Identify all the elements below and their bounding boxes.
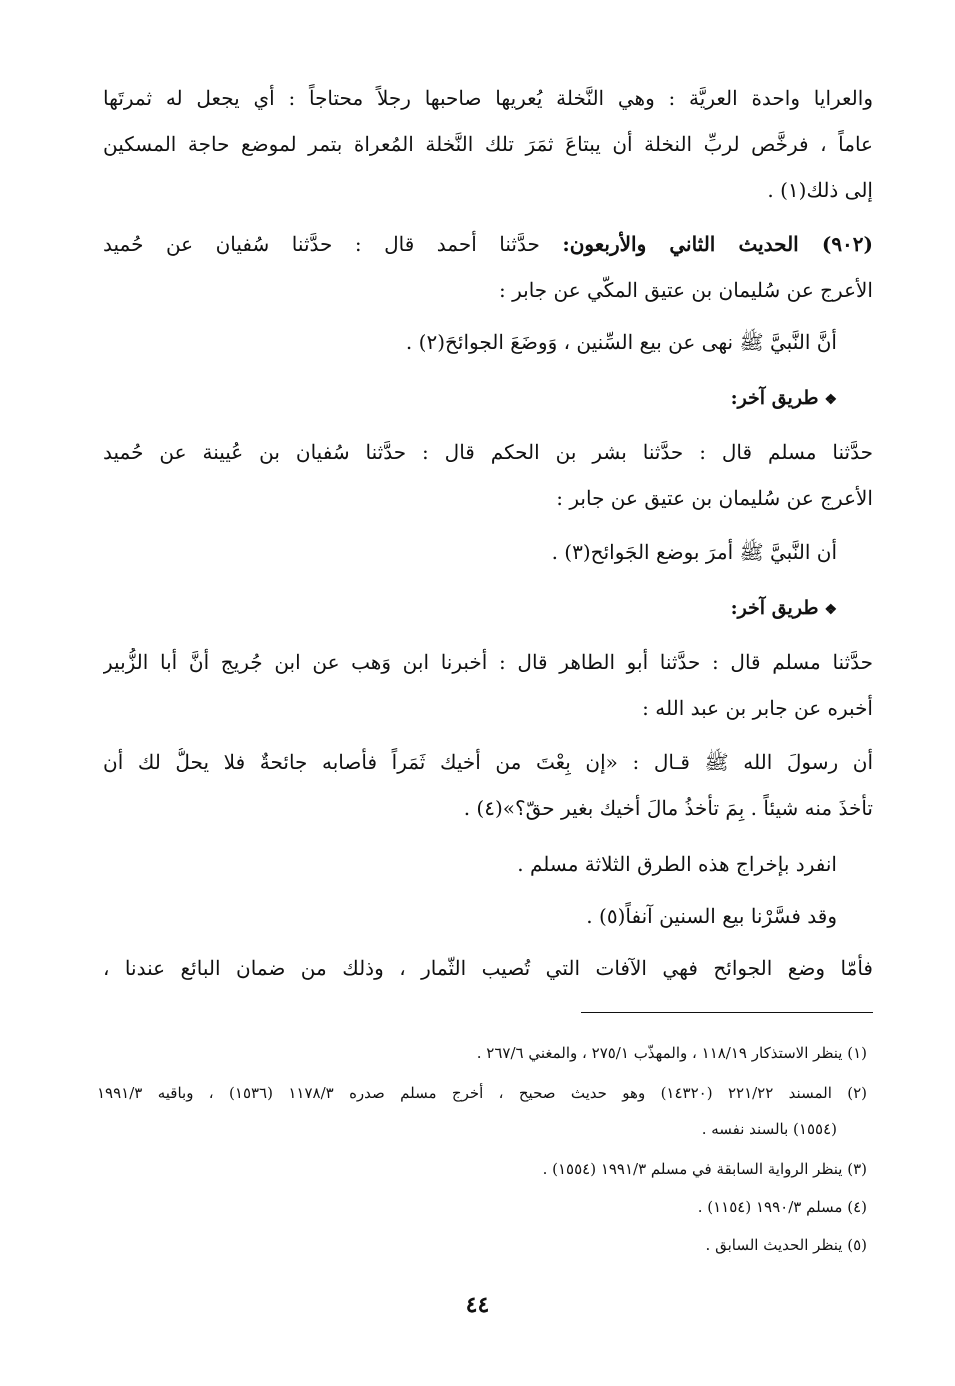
hadith-text-line: أن النَّبيَّ ﷺ أمرَ بوضع الجَوائح(٣) . <box>551 540 837 564</box>
footnote: (٢) المسند ٢٢١/٢٢ (١٤٣٢٠) وهو حديث صحيح ، أخرج مسلم صدره ١١٧٨/٣ (١٥٣٦) ، وباقيه ١٩٩١/٣ <box>97 1084 867 1102</box>
text-line: عاماً ، فرخَّص لربِّ النخلة أن يبتاعَ ثمَرَ تلك النَّخلة المُعراة بتمر لموضع حاجة المسكين <box>103 132 873 156</box>
hadith-heading-line <box>103 230 873 258</box>
diamond-icon: ❖ <box>824 392 837 408</box>
text-line: وقد فسَّرْنا بيع السنين آنفاً(٥) . <box>586 904 837 928</box>
text-line: والعرايا واحدة العريَّة : وهي النَّخلة يُعريها صاحبها رجلاً محتاجاً : أي يجعل له ثمرتَها <box>103 86 873 110</box>
hadith-text-line: أن رسولَ الله ﷺ قـال : «إن بِعْتَ من أخيك ثَمَراً فأصابه جائحةٌ فلا يحلُّ لك أن <box>103 750 873 774</box>
route-heading <box>103 384 837 414</box>
hadith-number-heading: (٩٠٢) الحديث الثاني والأربعون: <box>562 232 873 256</box>
text-line: الأعرج عن سُليمان بن عتيق عن جابر : <box>556 486 873 510</box>
hadith-chain: حدَّثنا أحمد قال : حدَّثنا سُفيان عن حُميد <box>103 232 563 256</box>
hadith-text-line: تأخذَ منه شيئاً . بِمَ تأخذُ مالَ أخيك بغير حقّ؟»(٤) . <box>463 796 873 820</box>
footnote-separator <box>581 1012 873 1013</box>
diamond-icon: ❖ <box>824 602 837 618</box>
route-heading <box>103 594 837 624</box>
footnote: (٤) مسلم ١٩٩٠/٣ (١١٥٤) . <box>697 1198 867 1216</box>
page-number: ٤٤ <box>465 1292 490 1318</box>
text-line: الأعرج عن سُليمان بن عتيق المكّي عن جابر : <box>499 278 873 302</box>
footnote: (٣) ينظر الرواية السابقة في مسلم ١٩٩١/٣ (١٥٥٤) . <box>542 1160 867 1178</box>
text-line: حدَّثنا مسلم قال : حدَّثنا بشر بن الحكم قال : حدَّثنا سُفيان بن عُيينة عن حُميد <box>103 440 873 464</box>
text-line: إلى ذلك(١) . <box>767 178 873 202</box>
footnote: (١٥٥٤) بالسند نفسه . <box>701 1120 837 1138</box>
text-line: حدَّثنا مسلم قال : حدَّثنا أبو الطاهر قال : أخبرنا ابن وَهب عن ابن جُريج أنَّ أبا الزُّبير <box>103 650 873 674</box>
text-line: انفرد بإخراج هذه الطرق الثلاثة مسلم . <box>517 852 837 876</box>
route-heading-label: طريق آخر: <box>730 597 819 619</box>
text-line: أخبره عن جابر بن عبد الله : <box>642 696 873 720</box>
footnote: (١) ينظر الاستذكار ١١٨/١٩ ، والمهذّب ٢٧٥/١ ، والمغني ٢٦٧/٦ . <box>476 1044 867 1062</box>
footnote: (٥) ينظر الحديث السابق . <box>705 1236 867 1254</box>
hadith-text-line: أنَّ النَّبيَّ ﷺ نهى عن بيع السِّنين ، وَوضَعَ الجوائحَ(٢) . <box>405 330 837 354</box>
text-line: فأمّا وضع الجوائح فهي الآفات التي تُصيب الثّمار ، وذلك من ضمان البائع عندنا ، <box>103 956 873 980</box>
route-heading-label: طريق آخر: <box>730 387 819 409</box>
